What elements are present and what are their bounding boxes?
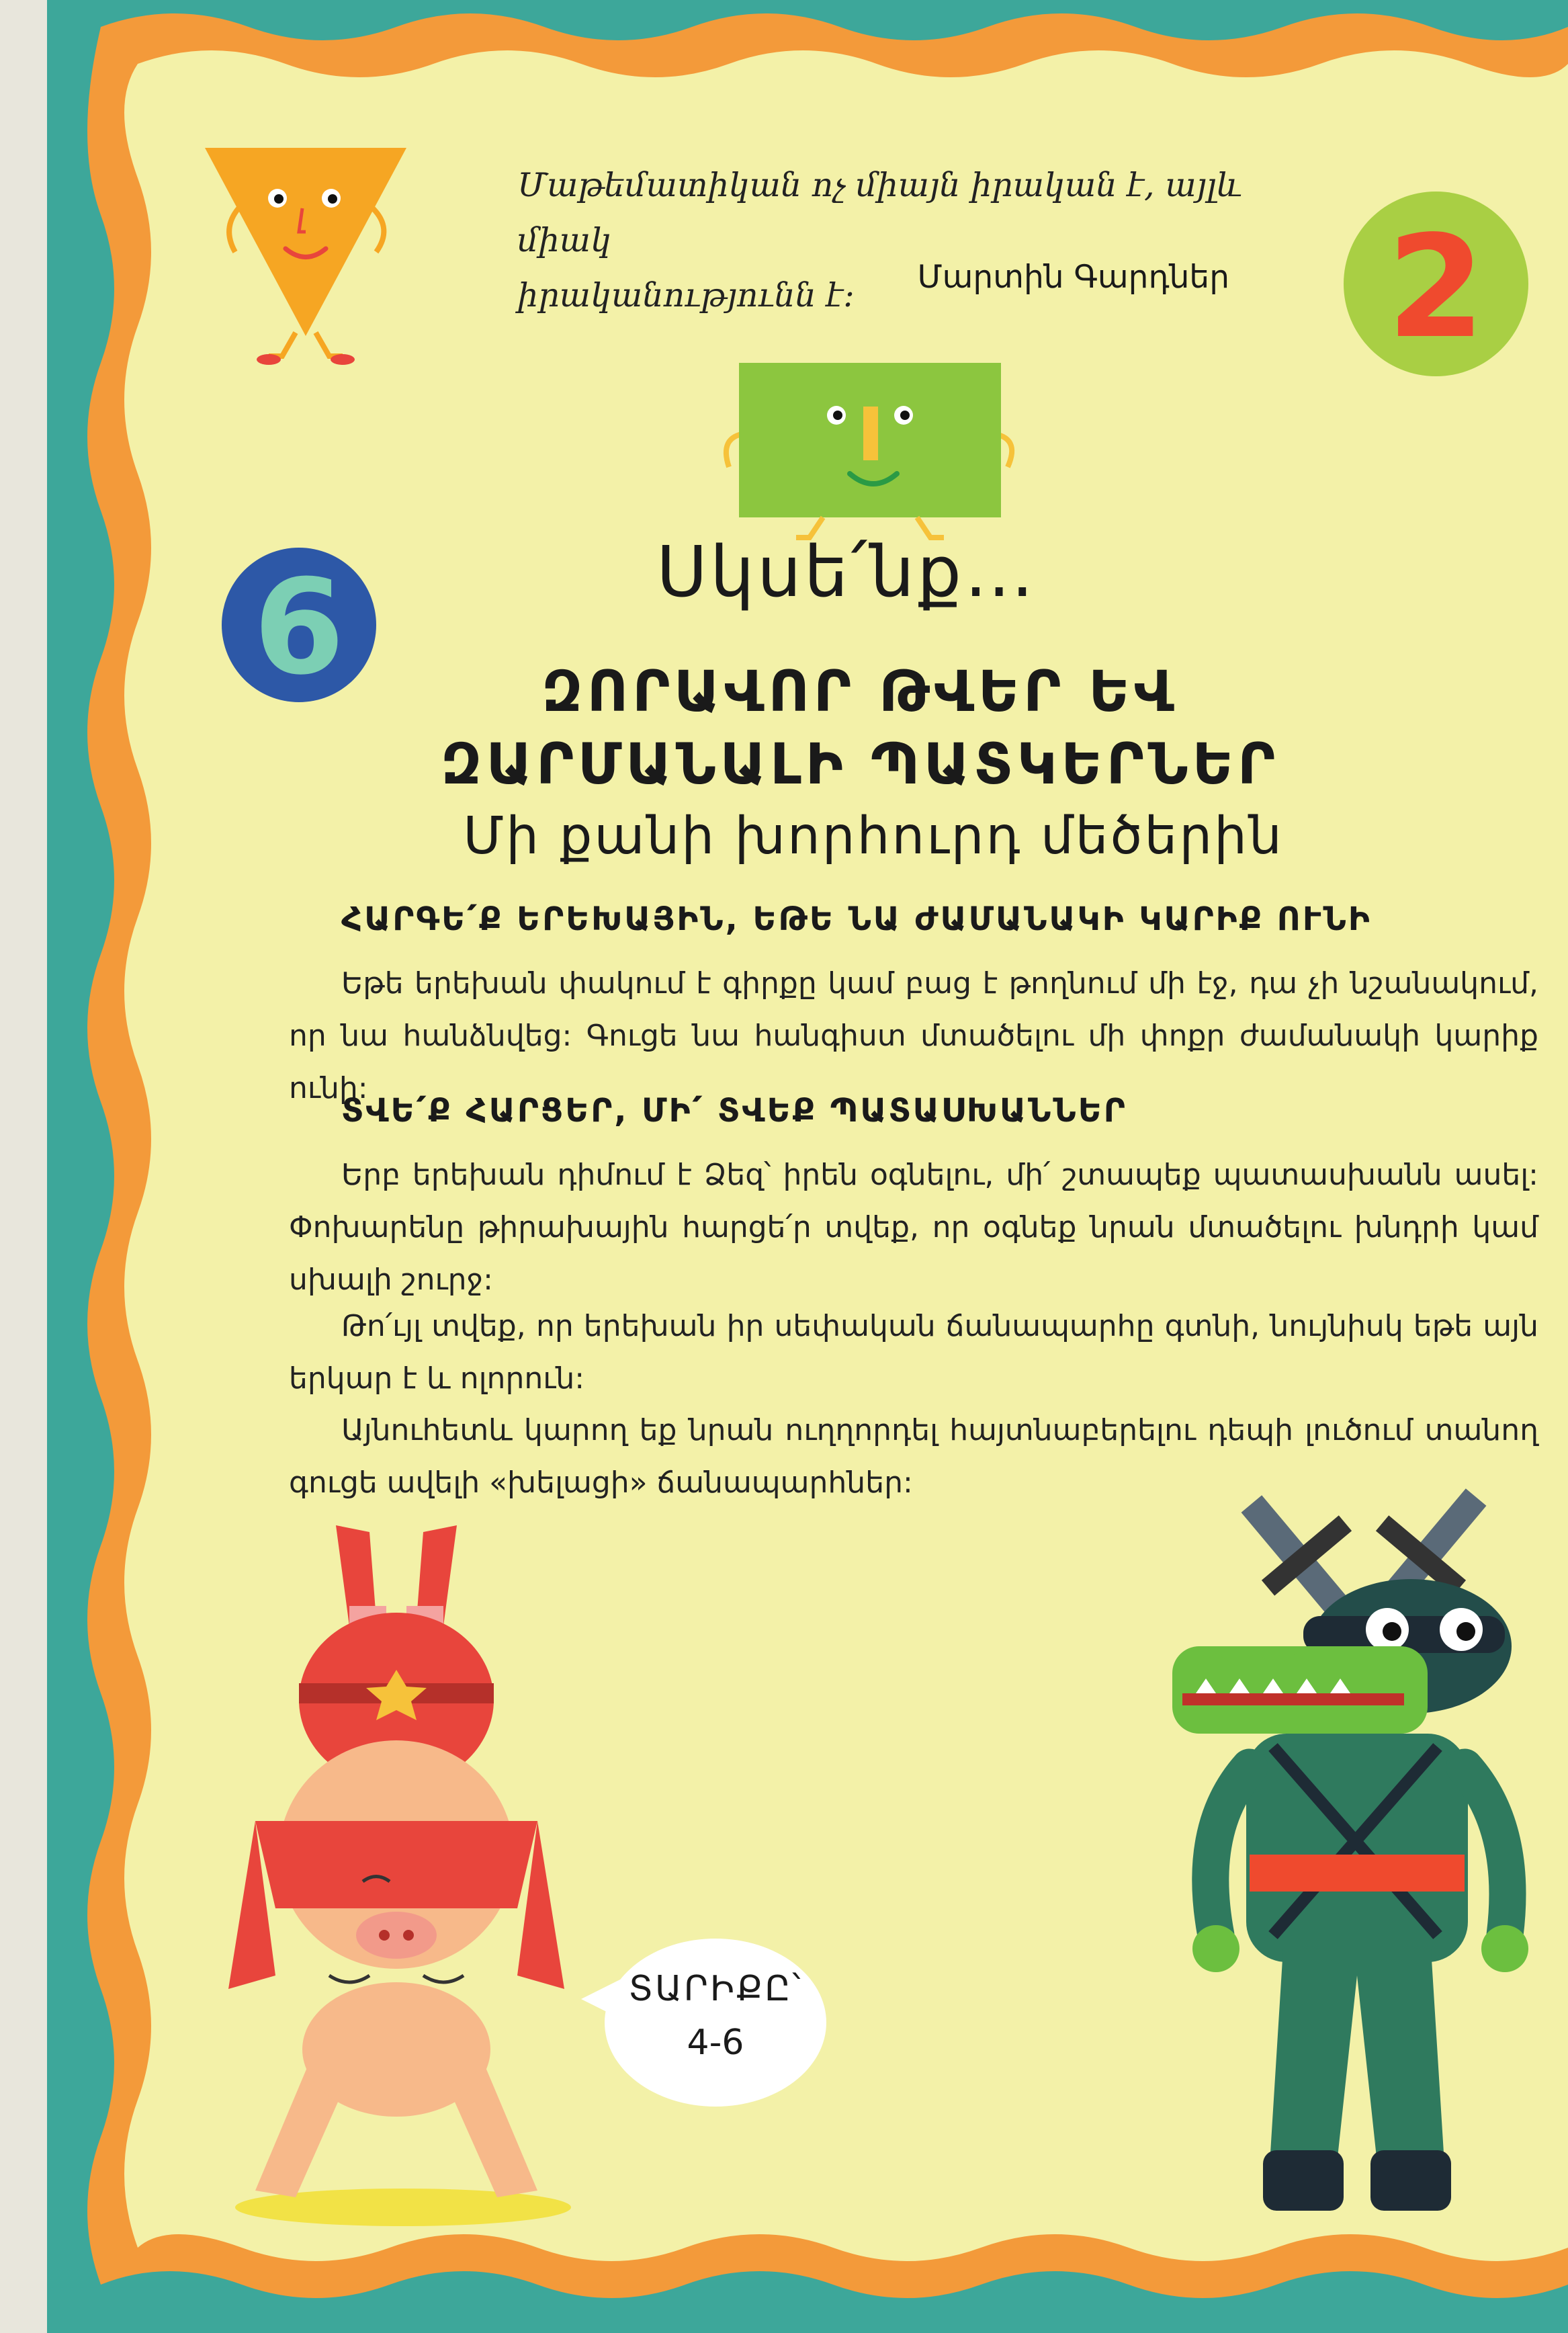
page-number: 2 bbox=[1387, 205, 1485, 370]
quote-line-2: իրականությունն է: bbox=[517, 276, 855, 314]
section2-paragraph-3: Այնուհետև կարող եք նրան ուղղորդել հայտնաբերելու դեպի լուծում տանող գուցե ավելի «խելացի» ճանապարհներ: bbox=[289, 1413, 1538, 1500]
title-line-2: ԶԱՐՄԱՆԱԼԻ ՊԱՏԿԵՐՆԵՐ bbox=[441, 731, 1279, 797]
section2-heading: ՏՎԵ՛Ք ՀԱՐՑԵՐ, ՄԻ՛ ՏՎԵՔ ՊԱՏԱՍԽԱՆՆԵՐ bbox=[341, 1092, 1127, 1130]
triangle-character-icon bbox=[198, 141, 420, 370]
section1-paragraph: Եթե երեխան փակում է գիրքը կամ բաց է թողնում մի էջ, դա չի նշանակում, որ նա հանձնվեց: Գուցե նա հանգիստ մտածելու մի փոքր ժամանակի կարիք ունի: bbox=[289, 966, 1538, 1105]
age-badge-number: 6 bbox=[253, 551, 345, 704]
crocodile-ninja-icon bbox=[1156, 1451, 1559, 2244]
section1-heading: ՀԱՐԳԵ՛Ք ԵՐԵԽԱՅԻՆ, ԵԹԵ ՆԱ ԺԱՄԱՆԱԿԻ ԿԱՐԻՔ ՈՒՆԻ bbox=[341, 900, 1372, 938]
age-range-text: 4-6 bbox=[687, 2023, 744, 2063]
section2-paragraph-1: Երբ երեխան դիմում է Ձեզ՝ իրեն օգնելու, մի՛ շտապեք պատասխանն ասել: Փոխարենը թիրախային հարցե՛ր տվեք, որ օգնեք նրան մտածելու խնդրի կամ սխալի շուրջ: bbox=[289, 1158, 1538, 1297]
title-line-1: ԶՈՐԱՎՈՐ ԹՎԵՐ ԵՎ bbox=[541, 659, 1178, 724]
quote-text bbox=[517, 158, 1250, 323]
subtitle: Մի քանի խորհուրդ մեծերին bbox=[463, 806, 1284, 866]
age-speech-bubble bbox=[605, 1939, 826, 2107]
age-number-badge bbox=[222, 548, 376, 702]
page-title bbox=[390, 655, 1330, 800]
section2-paragraph-2: Թո՛ւյլ տվեք, որ երեխան իր սեփական ճանապարհը գտնի, նույնիսկ եթե այն երկար է և ոլորուն: bbox=[289, 1309, 1538, 1396]
superhero-handstand-icon bbox=[202, 1505, 605, 2231]
rectangle-character-icon bbox=[709, 356, 1031, 551]
quote-author: Մարտին Գարդներ bbox=[917, 259, 1229, 296]
quote-line-1: Մաթեմատիկան ոչ միայն իրական է, այլև միակ bbox=[517, 166, 1243, 259]
intro-heading: Սկսե՛նք… bbox=[656, 531, 1037, 613]
page-number-badge bbox=[1344, 192, 1528, 376]
age-label-text: ՏԱՐԻՔԸ՝ bbox=[628, 1969, 803, 2009]
